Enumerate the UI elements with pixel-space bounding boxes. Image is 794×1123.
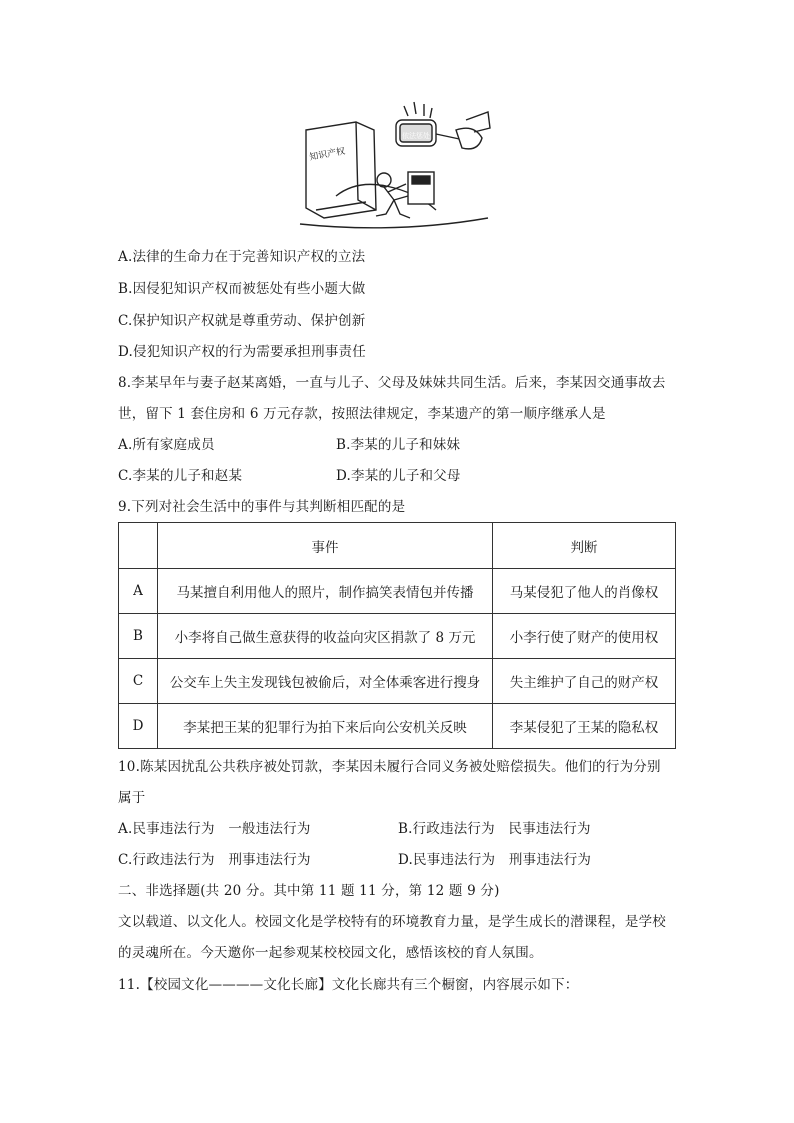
table-cell: 小李将自己做生意获得的收益向灾区捐款了 8 万元 xyxy=(158,614,493,659)
q8-option-a: A.所有家庭成员 xyxy=(118,437,215,453)
table-cell: B xyxy=(119,614,158,659)
q7-option-d: D.侵犯知识产权的行为需要承担刑事责任 xyxy=(118,344,366,360)
q10-option-b: B.行政违法行为 民事违法行为 xyxy=(398,821,591,837)
q8-option-b: B.李某的儿子和妹妹 xyxy=(336,437,461,453)
table-header-row xyxy=(119,523,676,569)
q7-option-a: A.法律的生命力在于完善知识产权的立法 xyxy=(118,249,366,265)
table-row xyxy=(119,704,676,749)
q7-option-c: C.保护知识产权就是尊重劳动、保护创新 xyxy=(118,313,366,329)
q9-table xyxy=(118,522,676,749)
table-cell: 小李行使了财产的使用权 xyxy=(493,614,676,659)
table-cell: D xyxy=(119,704,158,749)
q8-option-d: D.李某的儿子和父母 xyxy=(336,468,461,484)
table-header-cell xyxy=(119,523,158,569)
q10-option-c: C.行政违法行为 刑事违法行为 xyxy=(118,852,311,868)
section2-intro-line2: 的灵魂所在。今天邀你一起参观某校校园文化，感悟该校的育人氛围。 xyxy=(118,945,543,961)
table-cell: A xyxy=(119,569,158,614)
table-cell: 马某侵犯了他人的肖像权 xyxy=(493,569,676,614)
gavel-book-cartoon-icon xyxy=(300,102,490,228)
q9-stem: 9.下列对社会生活中的事件与其判断相匹配的是 xyxy=(118,499,406,515)
table-cell: 公交车上失主发现钱包被偷后，对全体乘客进行搜身 xyxy=(158,659,493,704)
q10-stem-line2: 属于 xyxy=(118,790,146,806)
table-cell: 失主维护了自己的财产权 xyxy=(493,659,676,704)
table-cell: C xyxy=(119,659,158,704)
q8-option-c: C.李某的儿子和赵某 xyxy=(118,468,243,484)
table-header-cell: 判断 xyxy=(493,523,676,569)
q10-option-d: D.民事违法行为 刑事违法行为 xyxy=(398,852,592,868)
q10-stem-line1: 10.陈某因扰乱公共秩序被处罚款，李某因未履行合同义务被处赔偿损失。他们的行为分别 xyxy=(118,759,661,775)
table-row xyxy=(119,659,676,704)
section2-intro-line1: 文以载道、以文化人。校园文化是学校特有的环境教育力量，是学生成长的潜课程，是学校 xyxy=(118,914,666,930)
q10-option-a: A.民事违法行为 一般违法行为 xyxy=(118,821,311,837)
table-cell: 马某擅自利用他人的照片，制作搞笑表情包并传播 xyxy=(158,569,493,614)
q8-stem-line1: 8.李某早年与妻子赵某离婚，一直与儿子、父母及妹妹共同生活。后来，李某因交通事故去 xyxy=(118,375,666,391)
section2-title: 二、非选择题(共 20 分。其中第 11 题 11 分，第 12 题 9 分) xyxy=(118,883,500,899)
table-cell: 李某把王某的犯罪行为拍下来后向公安机关反映 xyxy=(158,704,493,749)
table-cell: 李某侵犯了王某的隐私权 xyxy=(493,704,676,749)
table-header-cell: 事件 xyxy=(158,523,493,569)
cartoon-illustration xyxy=(296,100,492,232)
table-row xyxy=(119,569,676,614)
table-row xyxy=(119,614,676,659)
hammer-label: 依法惩处 xyxy=(402,132,430,140)
q8-stem-line2: 世，留下 1 套住房和 6 万元存款，按照法律规定，李某遗产的第一顺序继承人是 xyxy=(118,406,606,422)
q7-option-b: B.因侵犯知识产权而被惩处有些小题大做 xyxy=(118,281,366,297)
q11-stem: 11.【校园文化————文化长廊】文化长廊共有三个橱窗，内容展示如下： xyxy=(118,977,579,993)
book-label: 知识产权 xyxy=(308,146,346,163)
